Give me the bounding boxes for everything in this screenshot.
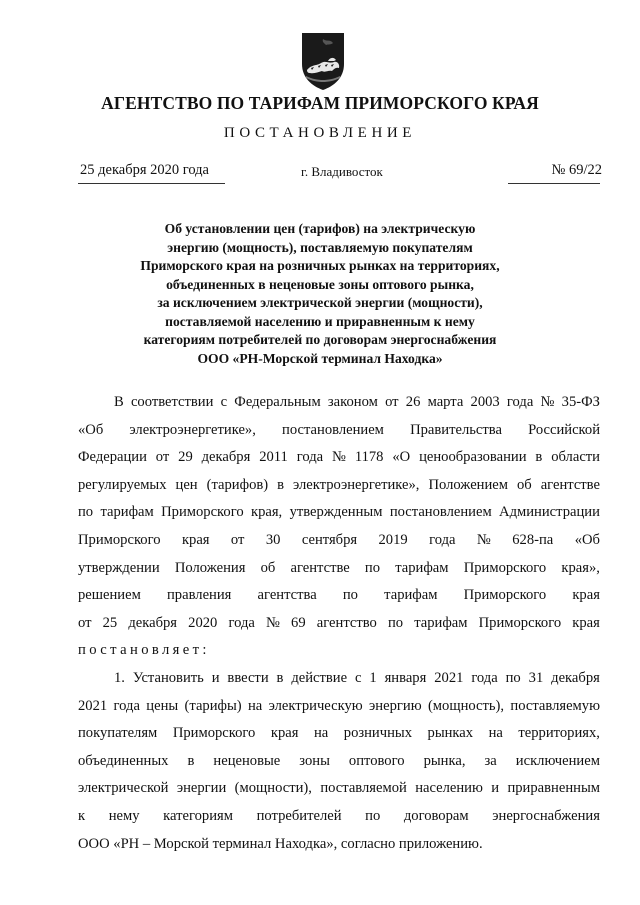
body-line: объединенных в неценовые зоны оптового рынка, за исключением	[78, 752, 600, 769]
body-line: «Об электроэнергетике», постановлением Правительства Российской	[78, 421, 600, 438]
subject-line: Приморского края на розничных рынках на территориях,	[140, 258, 500, 273]
body-line: В соответствии с Федеральным законом от 26 марта 2003 года № 35-ФЗ	[114, 394, 600, 410]
number-underline	[508, 183, 600, 184]
document-date: 25 декабря 2020 года	[80, 162, 209, 178]
subject-line: объединенных в неценовые зоны оптового рынка,	[166, 276, 474, 292]
subject-line: Об установлении цен (тарифов) на электрическую	[164, 221, 476, 236]
document-city: г. Владивосток	[301, 164, 383, 179]
body-line: постановляет:	[78, 642, 210, 659]
agency-title: АГЕНТСТВО ПО ТАРИФАМ ПРИМОРСКОГО КРАЯ	[101, 93, 539, 113]
date-underline	[78, 183, 225, 184]
document-type: ПОСТАНОВЛЕНИЕ	[223, 125, 417, 141]
body-line: решением правления агентства по тарифам Приморского края	[78, 587, 600, 604]
body-line: к нему категориям потребителей по договорам энергоснабжения	[78, 807, 600, 824]
body-line: утверждении Положения об агентстве по тарифам Приморского края»,	[78, 559, 600, 576]
body-line: 1. Установить и ввести в действие с 1 января 2021 года по 31 декабря	[114, 669, 600, 686]
document-number: № 69/22	[551, 162, 602, 178]
subject-line: категориям потребителей по договорам энергоснабжения	[143, 332, 497, 347]
body-line: электрической энергии (мощности), поставляемой населению и приравненным	[78, 780, 600, 797]
coat-of-arms-emblem	[298, 30, 348, 92]
document-body	[78, 392, 600, 861]
body-line: ООО «РН – Морской терминал Находка», согласно приложению.	[78, 835, 483, 852]
subject-line: поставляемой населению и приравненным к нему	[165, 313, 475, 329]
body-line: по тарифам Приморского края, утвержденным постановлением Администрации	[78, 504, 600, 521]
body-line: покупателям Приморского края на розничных рынках на территориях,	[78, 725, 600, 742]
body-line: регулируемых цен (тарифов) в электроэнергетике», Положением об агентстве	[78, 476, 600, 493]
subject-line: ООО «РН-Морской терминал Находка»	[197, 350, 443, 366]
subject-line: энергию (мощность), поставляемую покупателям	[167, 239, 473, 255]
body-line: Приморского края от 30 сентября 2019 года № 628-па «Об	[78, 531, 600, 548]
body-line: от 25 декабря 2020 года № 69 агентство по тарифам Приморского края	[78, 614, 600, 631]
body-line: 2021 года цены (тарифы) на электрическую энергию (мощность), поставляемую	[78, 697, 600, 714]
subject-line: за исключением электрической энергии (мощности),	[157, 295, 483, 310]
document-subject	[100, 220, 540, 368]
body-line: Федерации от 29 декабря 2011 года № 1178 «О ценообразовании в области	[78, 449, 600, 466]
